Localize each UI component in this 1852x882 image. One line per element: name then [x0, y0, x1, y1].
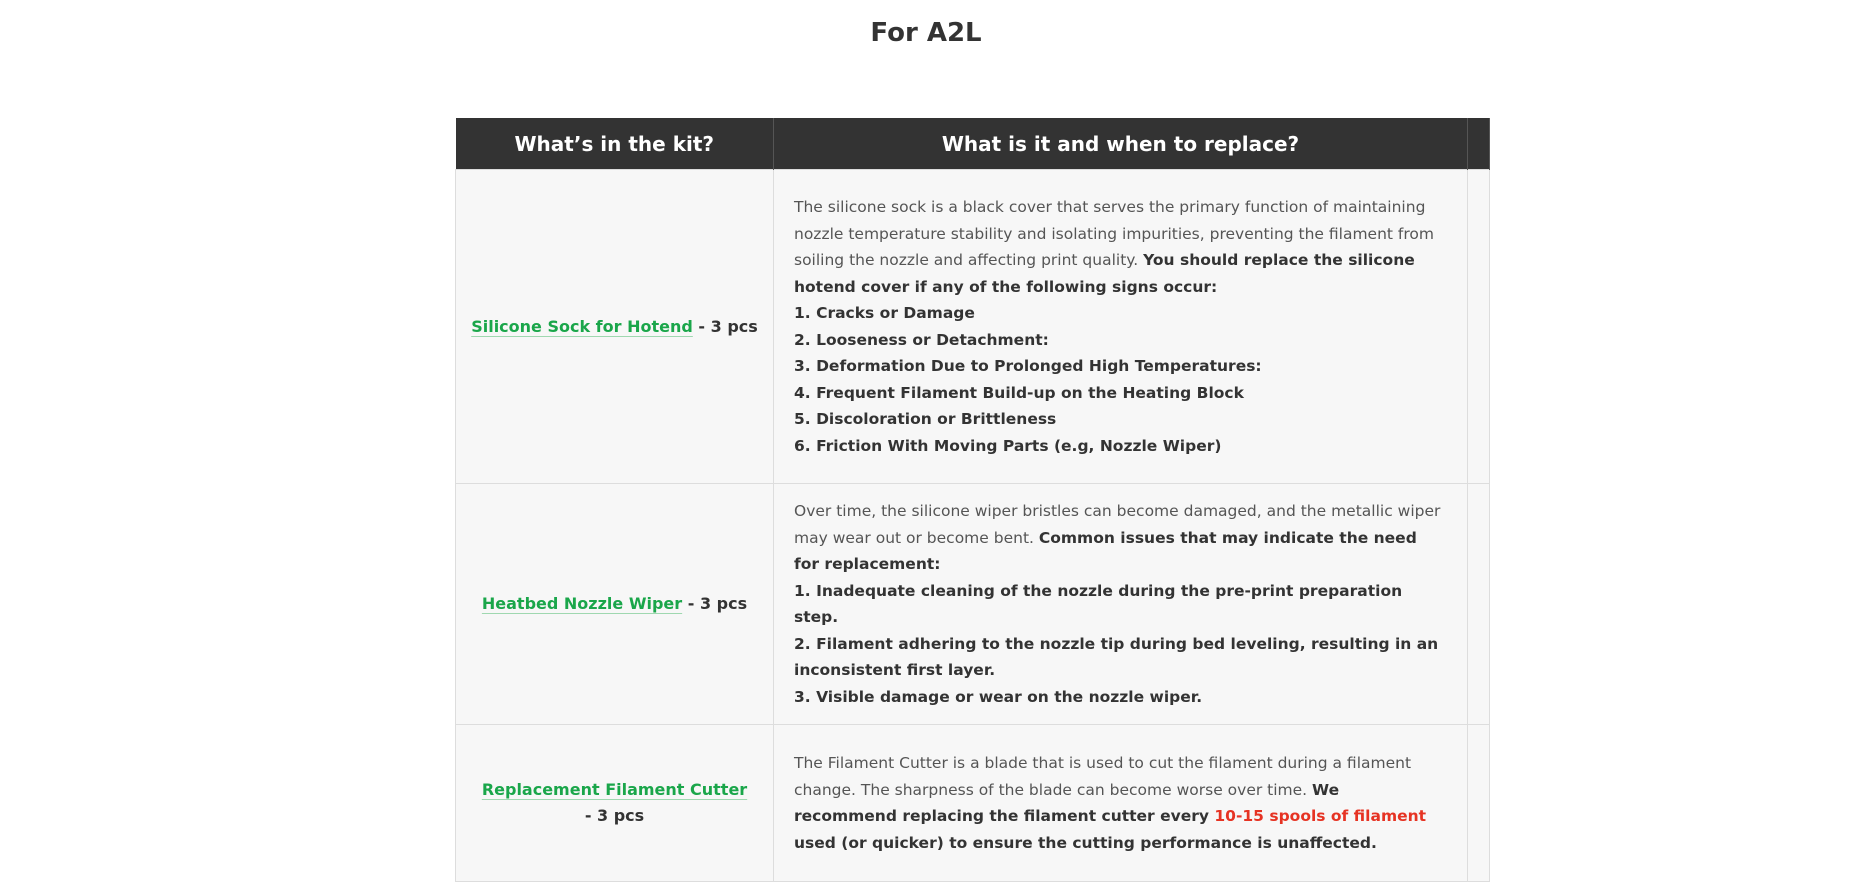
- header-kit: What’s in the kit?: [456, 118, 774, 170]
- extra-cell: [1468, 725, 1490, 882]
- list-item: 2. Filament adhering to the nozzle tip during bed leveling, resulting in an inconsistent first layer.: [794, 634, 1439, 679]
- table-row: [456, 170, 1490, 484]
- list-item: 4. Frequent Filament Build-up on the Heating Block: [794, 383, 1244, 402]
- description-text: Over time, the silicone wiper bristles can become damaged, and the metallic wiper may wear out or become bent.: [794, 502, 1441, 547]
- kit-table: [455, 118, 1490, 882]
- list-item: 3. Deformation Due to Prolonged High Temperatures:: [794, 357, 1262, 375]
- extra-cell: [1468, 170, 1490, 484]
- header-description: What is it and when to replace?: [774, 118, 1468, 170]
- item-link-silicone-sock[interactable]: Silicone Sock for Hotend: [471, 316, 693, 336]
- list-item: 2. Looseness or Detachment:: [794, 330, 1049, 349]
- list-item: 6. Friction With Moving Parts (e.g, Nozzle Wiper): [794, 436, 1222, 455]
- kit-item-cell: [456, 725, 774, 882]
- description-emphasis: used (or quicker) to ensure the cutting performance is unaffected.: [794, 833, 1377, 852]
- list-item: 1. Inadequate cleaning of the nozzle during the pre-print preparation step.: [794, 581, 1403, 626]
- item-link-nozzle-wiper[interactable]: Heatbed Nozzle Wiper: [481, 594, 683, 613]
- page-title: For A2L: [870, 18, 982, 48]
- table-header-row: [456, 118, 1490, 170]
- item-quantity: - 3 pcs: [682, 594, 748, 613]
- item-quantity: - 3 pcs: [692, 316, 758, 336]
- list-item: 1. Cracks or Damage: [794, 304, 975, 322]
- kit-item-cell: [456, 170, 774, 484]
- list-item: 5. Discoloration or Brittleness: [794, 410, 1057, 428]
- table-row: [456, 484, 1490, 725]
- highlight-spool-count: 10-15 spools of filament: [1214, 807, 1427, 825]
- item-quantity: - 3 pcs: [584, 806, 645, 825]
- description-cell: [774, 484, 1468, 725]
- list-item: 3. Visible damage or wear on the nozzle wiper.: [794, 687, 1203, 706]
- description-emphasis: You should replace the silicone hotend cover if any of the following signs occur:: [794, 251, 1415, 296]
- table-row: [456, 725, 1490, 882]
- kit-item-cell: [456, 484, 774, 725]
- description-cell: [774, 170, 1468, 484]
- description-emphasis: We recommend replacing the filament cutter every: [794, 780, 1340, 825]
- description-emphasis: Common issues that may indicate the need for replacement:: [794, 528, 1417, 573]
- description-text: The silicone sock is a black cover that serves the primary function of maintaining nozzle temperature stability and isolating impurities, preventing the filament from soiling the nozzle and affecting print quality.: [794, 198, 1434, 269]
- item-link-filament-cutter[interactable]: Replacement Filament Cutter: [481, 780, 748, 799]
- extra-cell: [1468, 484, 1490, 725]
- description-text: The Filament Cutter is a blade that is used to cut the filament during a filament change. The sharpness of the blade can become worse over time.: [794, 754, 1412, 799]
- description-cell: [774, 725, 1468, 882]
- header-extra: [1468, 118, 1490, 170]
